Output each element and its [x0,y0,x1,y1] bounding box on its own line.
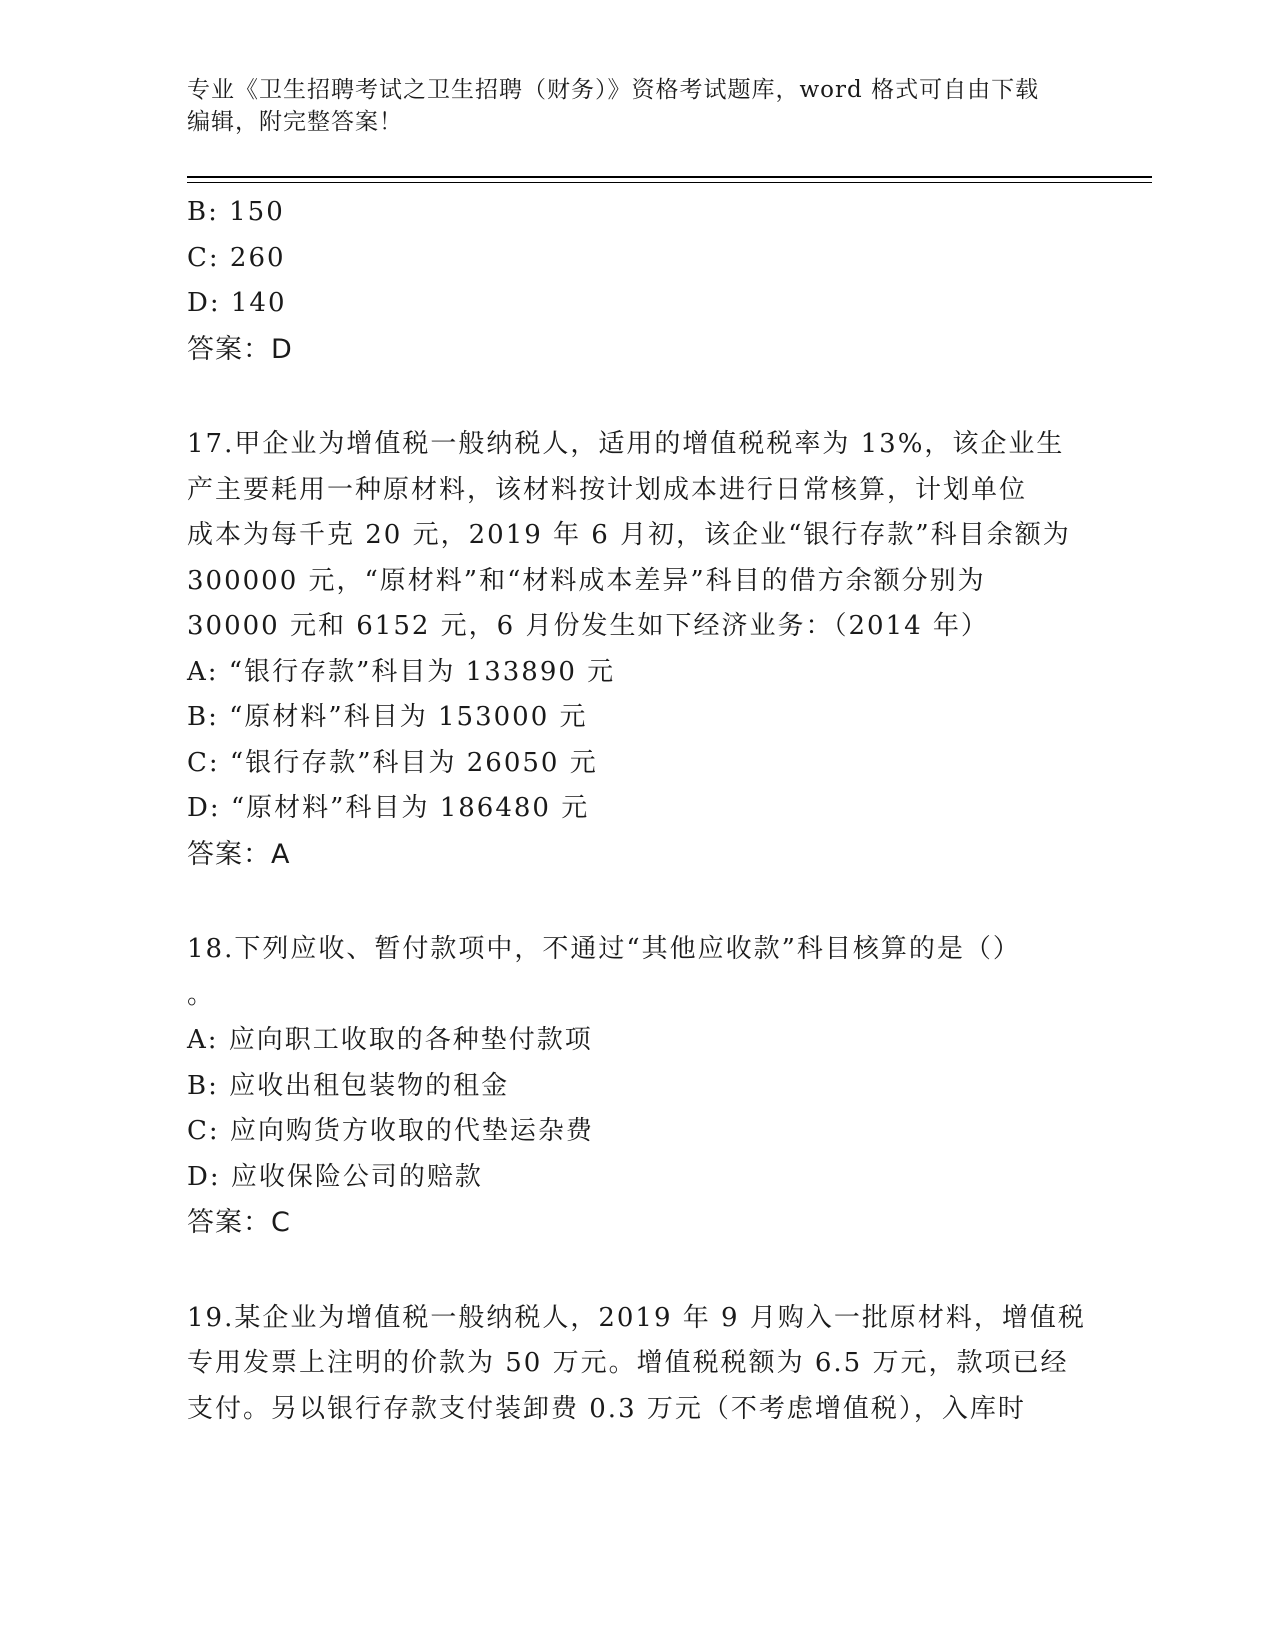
option-c: C: “银行存款”科目为 26050 元 [187,747,598,778]
answer-line: 答案：D [187,333,293,365]
question-text-line: 产主要耗用一种原材料，该材料按计划成本进行日常核算，计划单位 [187,474,1028,505]
question-text-line: 。 [187,979,216,1010]
option-d: D: 应收保险公司的赔款 [187,1161,483,1192]
answer-line: 答案：C [187,1207,291,1238]
question-text-line: 成本为每千克 20 元，2019 年 6 月初，该企业“银行存款”科目余额为 [187,520,1071,550]
option-a: A: “银行存款”科目为 133890 元 [187,656,616,687]
question-text-line: 专用发票上注明的价款为 50 万元。增值税税额为 6.5 万元，款项已经 [187,1348,1069,1378]
option-a: A: 应向职工收取的各种垫付款项 [187,1025,593,1055]
option-c: C: 应向购货方收取的代垫运杂费 [187,1116,594,1146]
question-text-line: 300000 元，“原材料”和“材料成本差异”科目的借方余额分别为 [187,565,986,596]
option-d: D: “原材料”科目为 186480 元 [187,793,590,823]
question-19 [187,1296,1087,1433]
question-text-line: 19.某企业为增值税一般纳税人，2019 年 9 月购入一批原材料，增值税 [187,1302,1086,1333]
answer-line: 答案：A [187,838,291,870]
option-b: B: 应收出租包装物的租金 [187,1070,510,1101]
question-text-line: 支付。另以银行存款支付装卸费 0.3 万元（不考虑增值税），入库时 [187,1393,1026,1424]
question-17 [187,422,1087,877]
option-b: B: 150 [187,197,285,227]
question-text-line: 17.甲企业为增值税一般纳税人，适用的增值税税率为 13%，该企业生 [187,429,1065,459]
option-c: C: 260 [187,242,286,273]
question-text-line: 18.下列应收、暂付款项中，不通过“其他应收款”科目核算的是（） [187,934,1021,964]
option-d: D: 140 [187,288,287,318]
document-header [187,74,1087,138]
question-content [187,190,1087,1432]
question-text-line: 30000 元和 6152 元，6 月份发生如下经济业务：（2014 年） [187,611,989,641]
question-16-tail [187,190,1087,372]
header-line-1: 专业《卫生招聘考试之卫生招聘（财务）》资格考试题库，word 格式可自由下载 [187,77,1040,103]
header-divider-thin [187,182,1152,183]
header-line-2: 编辑，附完整答案！ [187,109,403,135]
option-b: B: “原材料”科目为 153000 元 [187,702,588,732]
question-18 [187,927,1087,1246]
header-divider-thick [187,176,1152,178]
